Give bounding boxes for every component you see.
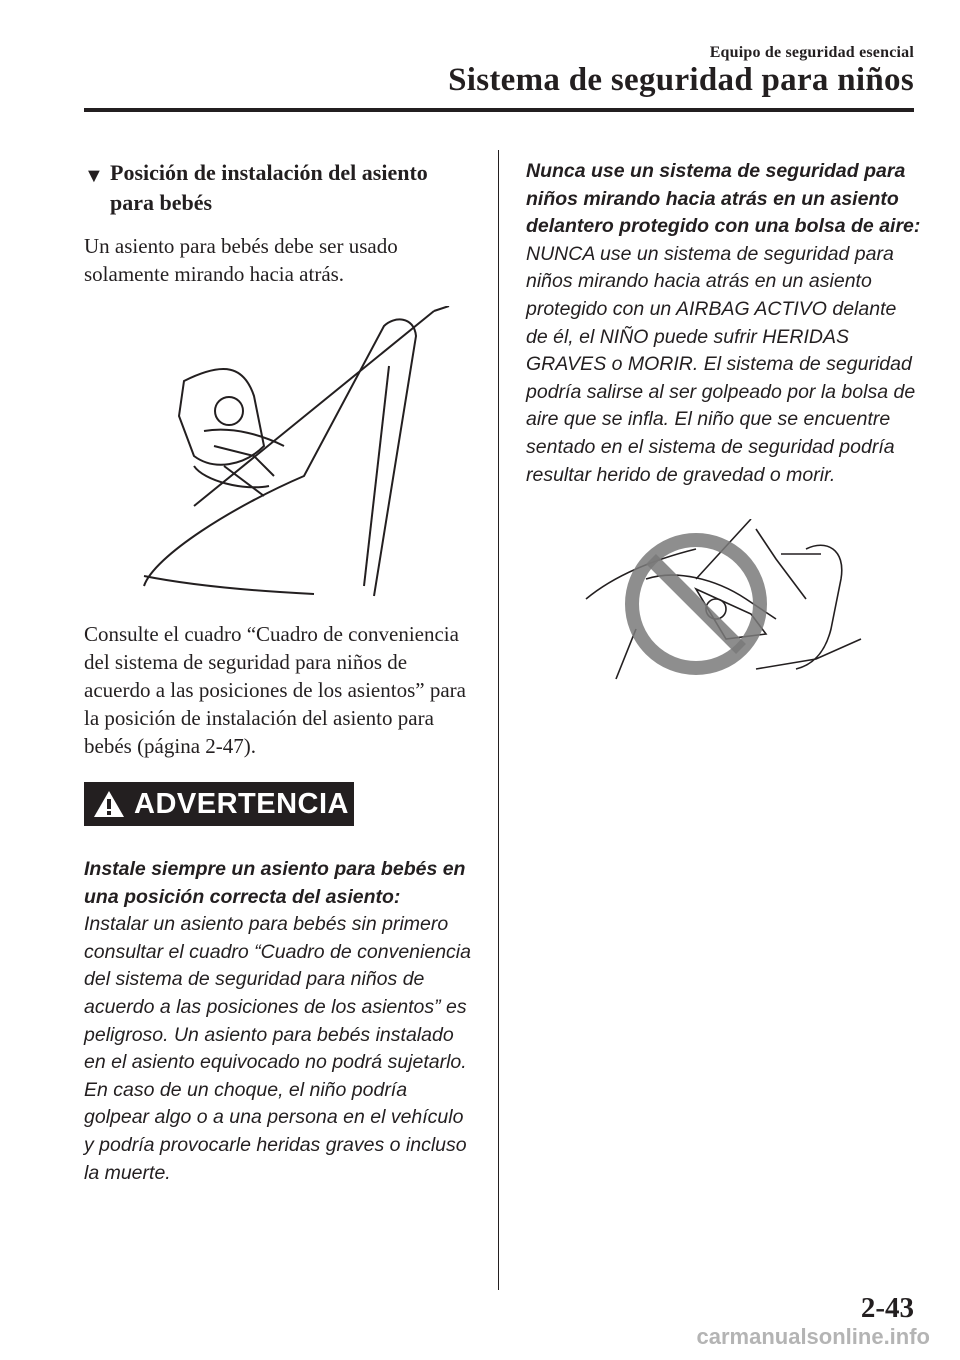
section-marker-icon: ▼ <box>84 165 104 187</box>
section-heading-text: Posición de instalación del asiento para bebés <box>110 160 428 215</box>
warning-label: ADVERTENCIA <box>134 787 349 820</box>
warning-right-body: NUNCA use un sistema de seguridad para niños mirando hacia atrás en un asiento protegido con un AIRBAG ACTIVO delante de él, el NIÑO puede sufrir HERIDAS GRAVES o MORIR. El sistema de seguridad podría salirse al ser golpeado por la bolsa de aire que se infla. El niño que se encuentre sentado en el sistema de seguridad podría resultar herido de gravedad o morir. <box>526 242 916 486</box>
header-rule <box>84 108 914 112</box>
warning-badge <box>84 782 354 826</box>
intro-text: Un asiento para bebés debe ser usado solamente mirando hacia atrás. <box>84 234 398 286</box>
prohibition-icon <box>632 540 760 668</box>
header-subtitle: Equipo de seguridad esencial <box>709 44 914 61</box>
warning-triangle-icon <box>92 789 126 819</box>
warning-left-title: Instale siempre un asiento para bebés en una posición correcta del asiento: <box>84 858 466 908</box>
column-divider <box>498 150 499 1290</box>
left-column <box>84 158 474 1187</box>
header-title: Sistema de seguridad para niños <box>448 62 914 98</box>
warning-left-body: Instalar un asiento para bebés sin primero consultar el cuadro “Cuadro de conveniencia del sistema de seguridad para niños de acuerdo a las posiciones de los asientos” es peligroso. Un asiento para bebés instalado en el asiento equivocado no podrá sujetarlo. En caso de un choque, el niño podría golpear algo o a una persona en el vehículo y podría provocarle heridas graves o incluso la muerte. <box>84 913 471 1184</box>
airbag-prohibition-illustration <box>576 519 866 689</box>
warning-right <box>526 158 921 489</box>
infant-seat-illustration <box>134 306 454 606</box>
watermark: carmanualsonline.info <box>696 1324 930 1349</box>
section-heading <box>84 158 474 218</box>
right-column <box>526 158 921 689</box>
warning-left <box>84 856 474 1187</box>
page-number: 2-43 <box>860 1292 914 1324</box>
warning-right-title: Nunca use un sistema de seguridad para niños mirando hacia atrás en un asiento delantero protegido con una bolsa de aire: <box>526 160 921 238</box>
reference-text: Consulte el cuadro “Cuadro de conveniencia del sistema de seguridad para niños de acuerdo a las posiciones de los asientos” para la posición de instalación del asiento para bebés (página 2-47). <box>84 622 466 758</box>
